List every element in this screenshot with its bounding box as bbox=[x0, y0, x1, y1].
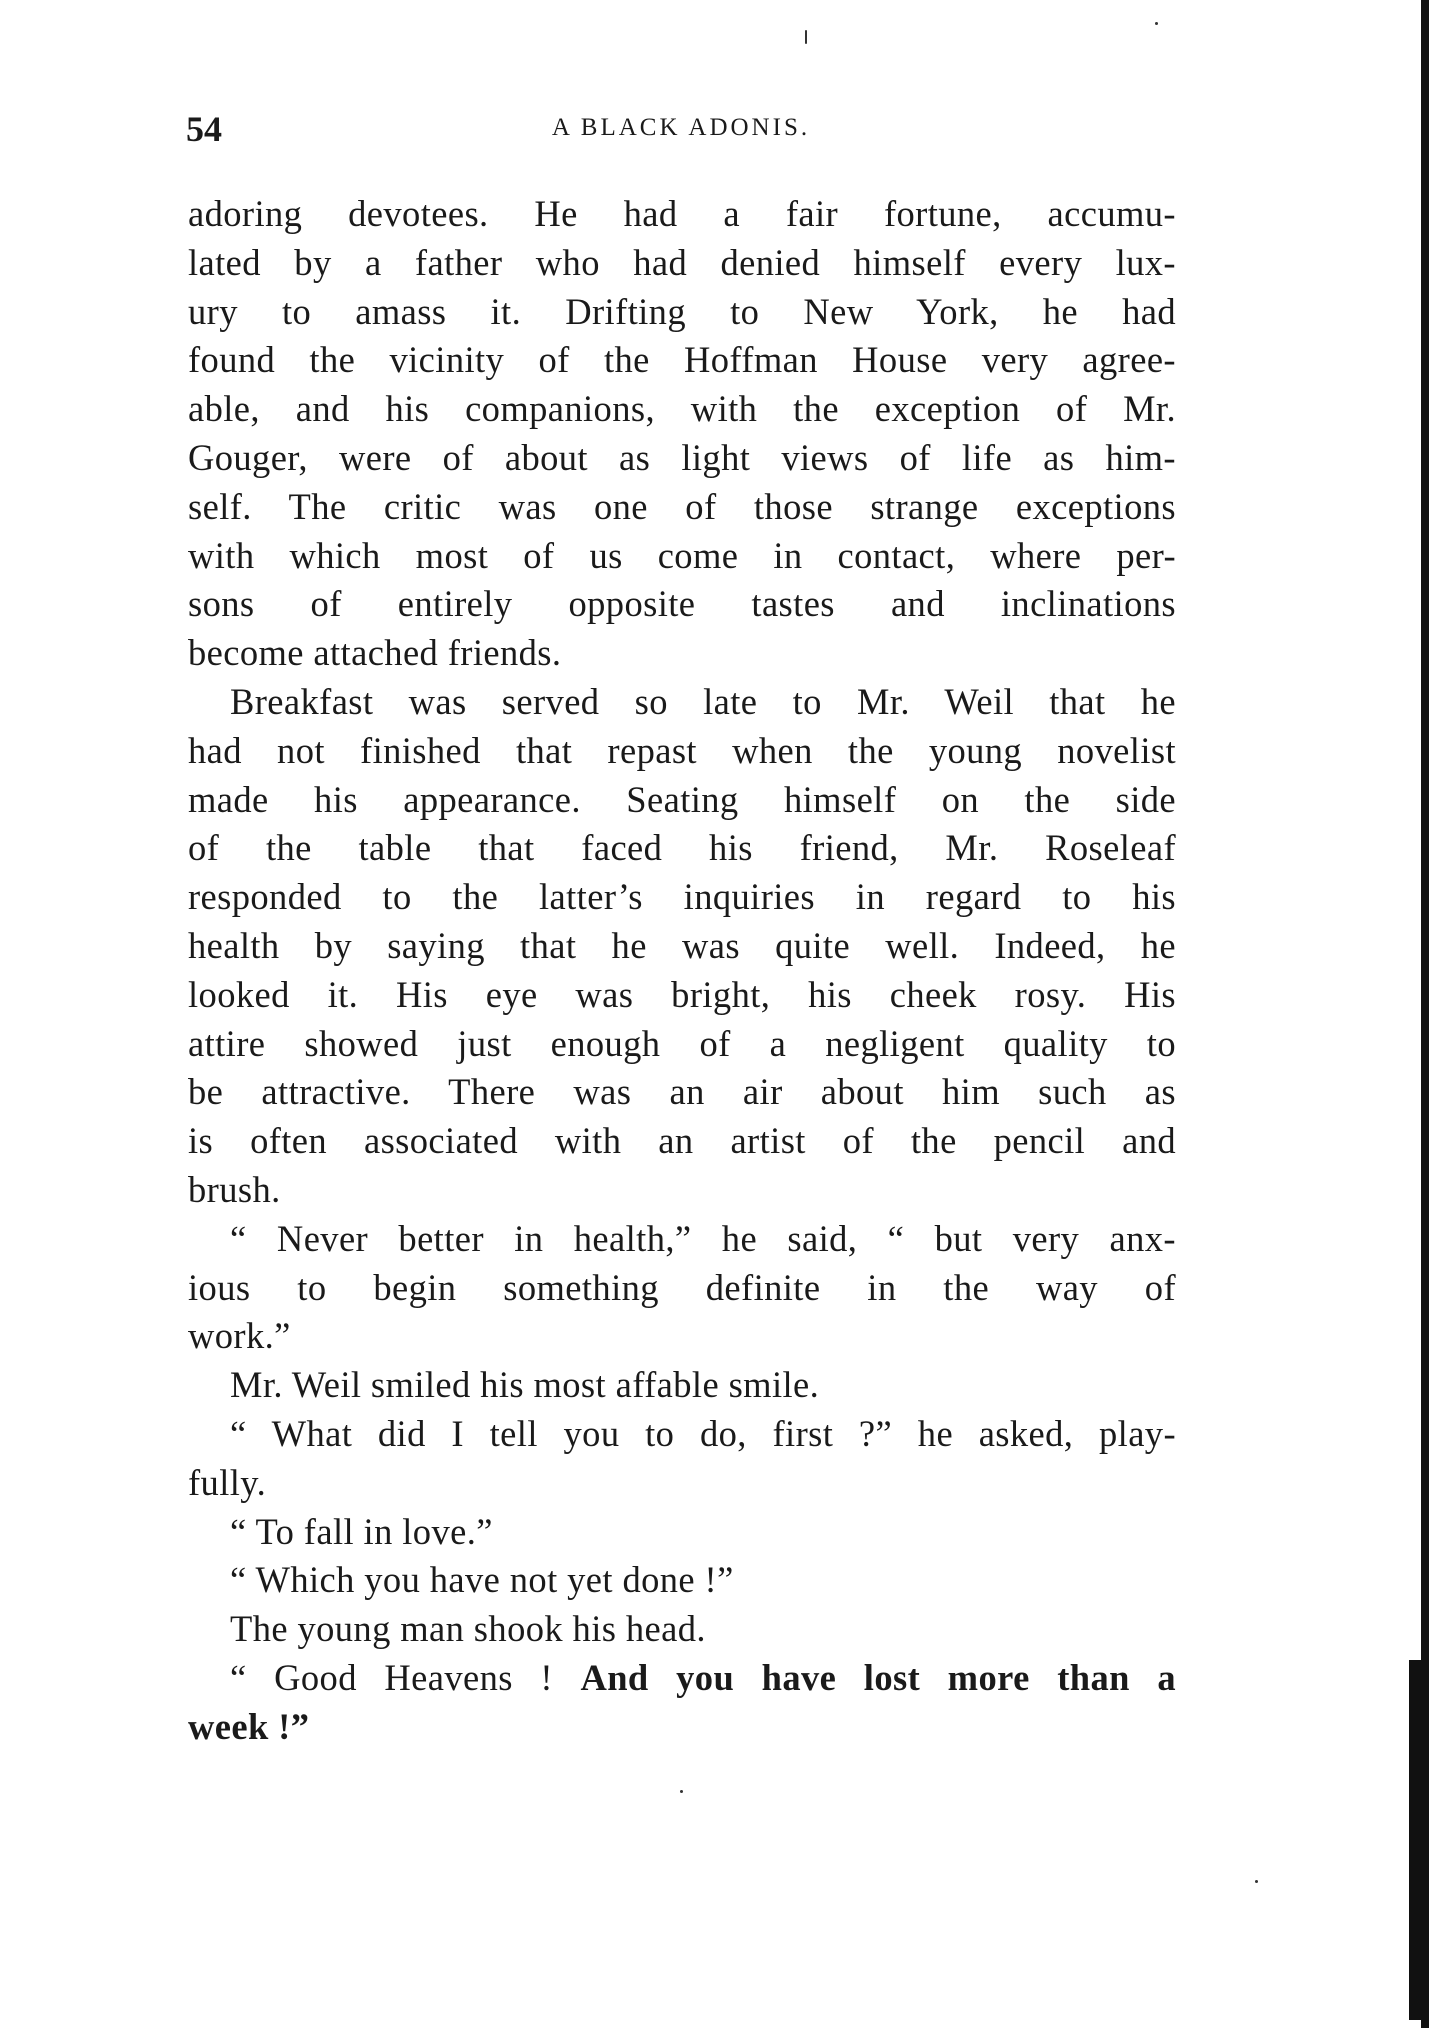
paragraph bbox=[188, 1556, 1176, 1605]
text-line: made his appearance. Seating himself on the side bbox=[188, 778, 1176, 820]
page-number: 54 bbox=[186, 109, 222, 149]
text-line: be attractive. There was an air about him such as bbox=[188, 1071, 1176, 1113]
text-line: Breakfast was served so late to Mr. Weil that he bbox=[230, 680, 1176, 722]
text-line: with which most of us come in contact, where per- bbox=[188, 534, 1176, 576]
text-line: ious to begin something definite in the way of bbox=[188, 1266, 1176, 1308]
paragraph bbox=[188, 1361, 1176, 1410]
paragraph bbox=[188, 1605, 1176, 1654]
text-line: sons of entirely opposite tastes and inclinations bbox=[188, 583, 1176, 625]
paragraph bbox=[188, 1508, 1176, 1557]
text-line: “ What did I tell you to do, first ?” he asked, play- bbox=[230, 1412, 1176, 1454]
text-line: “ To fall in love.” bbox=[230, 1510, 493, 1552]
text-line: lated by a father who had denied himself every lux- bbox=[188, 241, 1176, 283]
body-text bbox=[188, 190, 1176, 1752]
paragraph bbox=[188, 1410, 1176, 1508]
text-line: had not finished that repast when the young novelist bbox=[188, 729, 1176, 771]
text-line: looked it. His eye was bright, his cheek rosy. His bbox=[188, 973, 1176, 1015]
scan-speck bbox=[805, 30, 807, 44]
text-line: adoring devotees. He had a fair fortune, accumu- bbox=[188, 193, 1176, 234]
text-line: Mr. Weil smiled his most affable smile. bbox=[230, 1364, 820, 1406]
text-line: become attached friends. bbox=[188, 632, 562, 674]
text-line: “ Which you have not yet done !” bbox=[230, 1559, 734, 1601]
text-line: Gouger, were of about as light views of life as him- bbox=[188, 436, 1176, 478]
text-line: of the table that faced his friend, Mr. Roseleaf bbox=[188, 827, 1176, 869]
scan-speck bbox=[1255, 1880, 1258, 1883]
paragraph bbox=[188, 190, 1176, 678]
text-line: is often associated with an artist of the pencil and bbox=[188, 1120, 1176, 1162]
text-line: ury to amass it. Drifting to New York, he had bbox=[188, 290, 1176, 332]
page-header bbox=[186, 108, 1176, 158]
text-line: self. The critic was one of those strange exceptions bbox=[188, 485, 1176, 527]
text-line: “ Never better in health,” he said, “ but very anx- bbox=[230, 1217, 1176, 1259]
text-line: brush. bbox=[188, 1168, 281, 1210]
text-line: found the vicinity of the Hoffman House very agree- bbox=[188, 339, 1176, 381]
page-edge-shadow-thick bbox=[1409, 1660, 1429, 2020]
paragraph bbox=[188, 678, 1176, 1215]
text-line: “ Good Heavens ! And you have lost more than a bbox=[230, 1656, 1176, 1698]
text-line: attire showed just enough of a negligent quality to bbox=[188, 1022, 1176, 1064]
scan-speck bbox=[1155, 22, 1158, 25]
text-line: The young man shook his head. bbox=[230, 1608, 706, 1650]
text-line: fully. bbox=[188, 1461, 267, 1503]
scan-speck bbox=[680, 1790, 683, 1793]
text-line: work.” bbox=[188, 1315, 291, 1357]
paragraph bbox=[188, 1215, 1176, 1361]
text-line: responded to the latter’s inquiries in regard to his bbox=[188, 876, 1176, 918]
text-line: able, and his companions, with the exception of Mr. bbox=[188, 388, 1176, 430]
paragraph bbox=[188, 1654, 1176, 1752]
text-line: week !” bbox=[188, 1705, 310, 1747]
running-title: A BLACK ADONIS. bbox=[551, 114, 811, 141]
text-line: health by saying that he was quite well. Indeed, he bbox=[188, 924, 1176, 966]
